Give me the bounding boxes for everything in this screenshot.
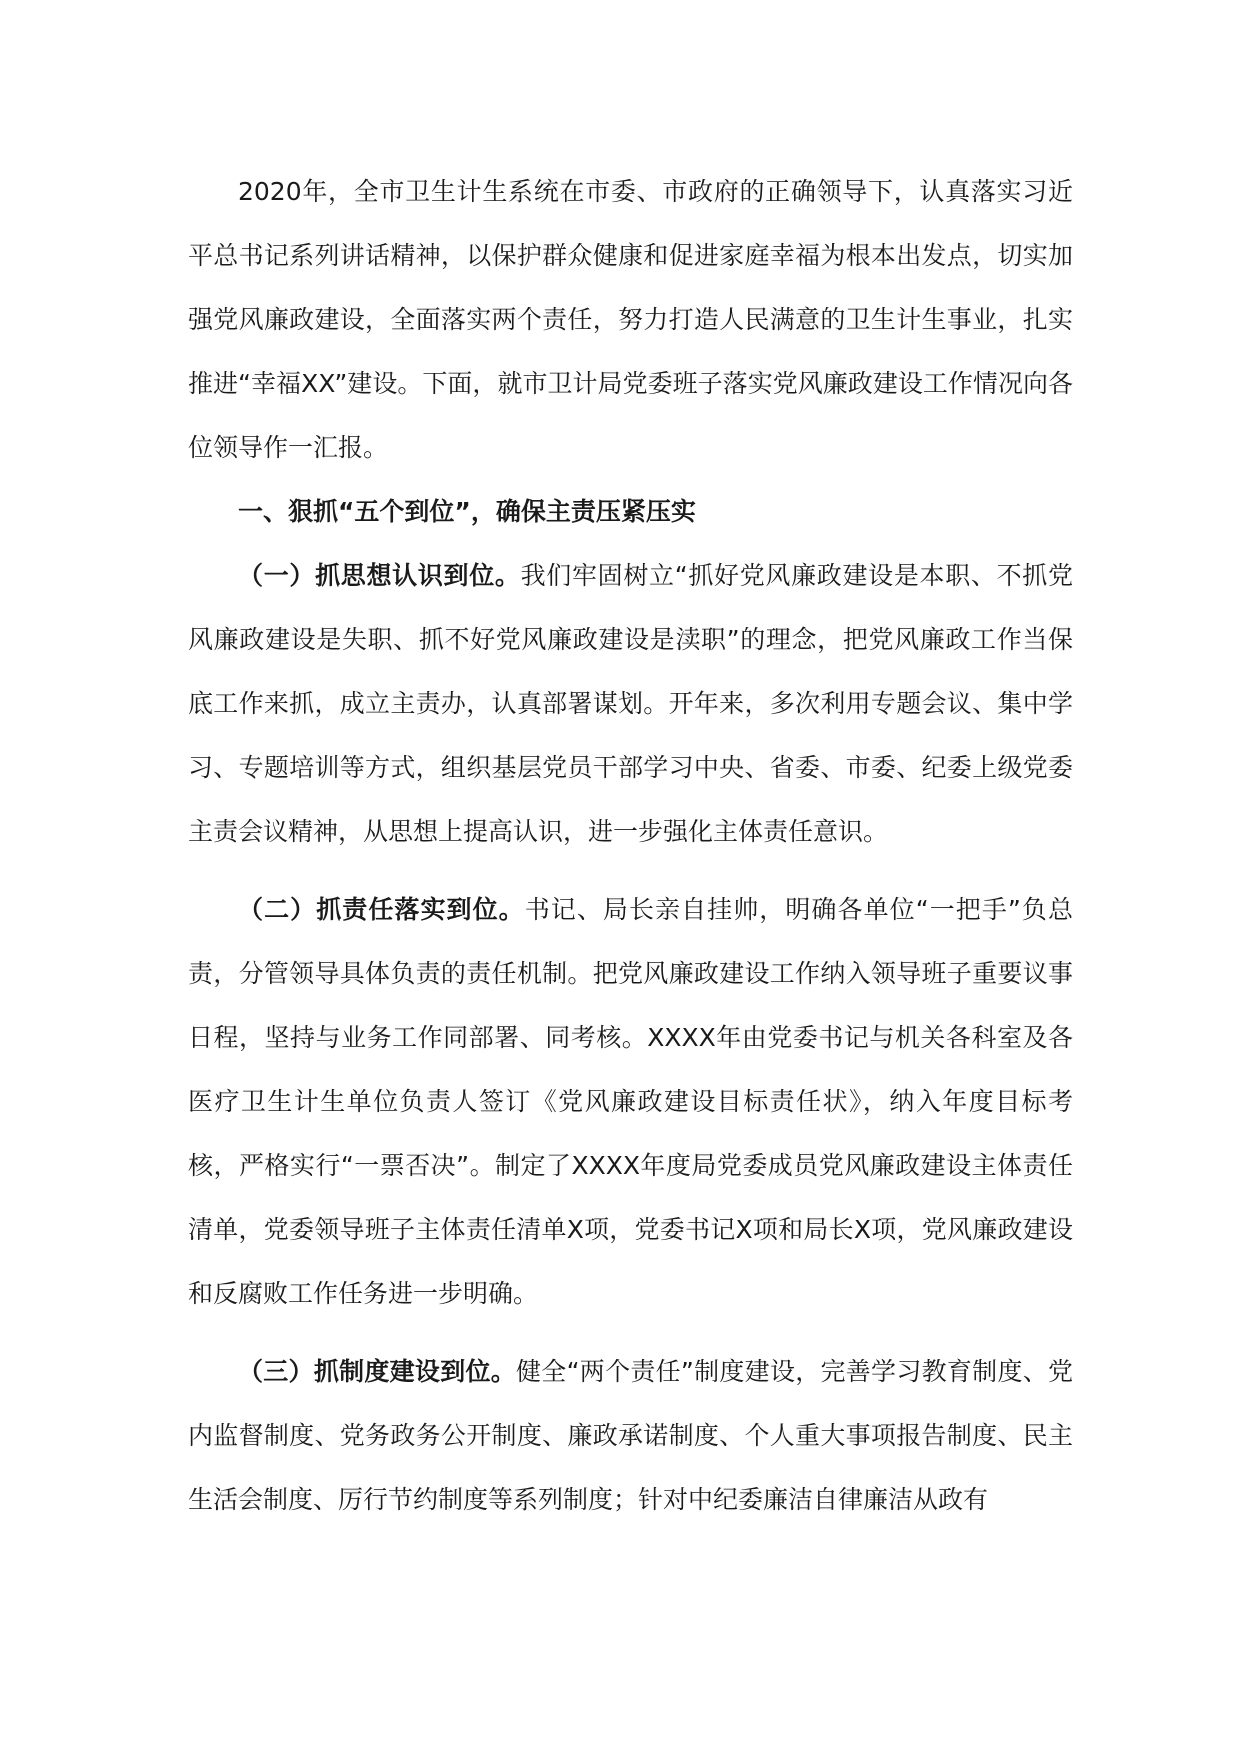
item3-lead: （三）抓制度建设到位。: [238, 1357, 517, 1386]
item1-body: 我们牢固树立“抓好党风廉政建设是本职、不抓党风廉政建设是失职、抓不好党风廉政建设是渎职”的理念，把党风廉政工作当保底工作来抓，成立主责办，认真部署谋划。开年来，多次利用专题会议、集中学习、专题培训等方式，组织基层党员干部学习中央、省委、市委、纪委上级党委主责会议精神，从思想上提高认识，进一步强化主体责任意识。: [188, 561, 1073, 846]
item2-body: 书记、局长亲自挂帅，明确各单位“一把手”负总责，分管领导具体负责的责任机制。把党风廉政建设工作纳入领导班子重要议事日程，坚持与业务工作同部署、同考核。XXXX年由党委书记与机关各科室及各医疗卫生计生单位负责人签订《党风廉政建设目标责任状》，纳入年度目标考核，严格实行“一票否决”。制定了XXXX年度局党委成员党风廉政建设主体责任清单，党委领导班子主体责任清单X项，党委书记X项和局长X项，党风廉政建设和反腐败工作任务进一步明确。: [188, 895, 1073, 1308]
item3-paragraph: [188, 1340, 1073, 1532]
section-heading: 一、狠抓“五个到位”，确保主责压紧压实: [238, 497, 696, 526]
intro-paragraph: 2020年，全市卫生计生系统在市委、市政府的正确领导下，认真落实习近平总书记系列讲话精神，以保护群众健康和促进家庭幸福为根本出发点，切实加强党风廉政建设，全面落实两个责任，努力打造人民满意的卫生计生事业，扎实推进“幸福XX”建设。下面，就市卫计局党委班子落实党风廉政建设工作情况向各位领导作一汇报。: [188, 177, 1073, 462]
item1-lead: （一）抓思想认识到位。: [238, 561, 521, 590]
item2-lead: （二）抓责任落实到位。: [238, 895, 525, 924]
document-page: [188, 160, 1073, 1532]
item1-paragraph: [188, 544, 1073, 864]
item3-body: 健全“两个责任”制度建设，完善学习教育制度、党内监督制度、党务政务公开制度、廉政承诺制度、个人重大事项报告制度、民主生活会制度、厉行节约制度等系列制度；针对中纪委廉洁自律廉洁从政有: [188, 1357, 1073, 1514]
item2-paragraph: [188, 878, 1073, 1326]
